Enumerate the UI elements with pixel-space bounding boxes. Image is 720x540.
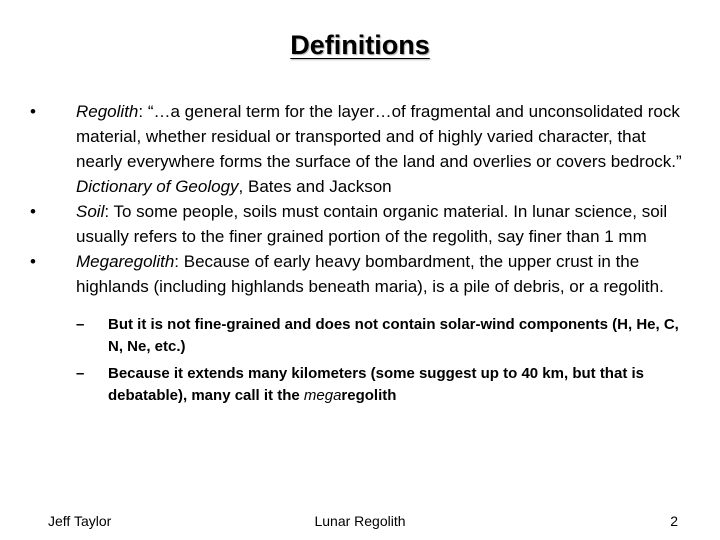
soil-definition: : To some people, soils must contain organic material. In lunar science, soil usually refers to the finer grained portion of the regolith, say finer than 1 mm bbox=[76, 202, 668, 246]
sub-bullet-kilometers bbox=[76, 363, 695, 407]
term-regolith: Regolith bbox=[76, 102, 139, 121]
term-soil: Soil bbox=[76, 202, 105, 221]
source-authors: , Bates and Jackson bbox=[238, 177, 392, 196]
sub-bullet-text-end: regolith bbox=[341, 387, 397, 404]
slide-title: Definitions bbox=[290, 30, 430, 60]
mega-emphasis: mega bbox=[303, 387, 342, 404]
regolith-definition: : “…a general term for the layer…of fragmental and unconsolidated rock material, whether residual or transported and of highly varied character, that nearly everywhere forms the surface of the land and overlies or covers bedrock.” bbox=[76, 102, 682, 171]
sub-bullet-text: Because it extends many kilometers (some suggest up to 40 km, but that is debatable), many call it the bbox=[108, 365, 644, 404]
dash-symbol: – bbox=[76, 316, 85, 333]
dash-symbol: – bbox=[76, 365, 85, 382]
bullet-regolith bbox=[30, 99, 695, 199]
source-title: Dictionary of Geology bbox=[76, 177, 239, 196]
sub-bullet-text: But it is not fine-grained and does not contain solar-wind components (H, He, C, N, Ne, etc.) bbox=[108, 316, 679, 355]
bullet-symbol: • bbox=[30, 202, 36, 221]
sub-bullet-not-fine-grained bbox=[76, 314, 695, 358]
sub-bullet-list bbox=[76, 314, 695, 407]
page-number: 2 bbox=[670, 513, 678, 529]
bullet-symbol: • bbox=[30, 252, 36, 271]
footer-topic: Lunar Regolith bbox=[314, 513, 406, 529]
bullet-symbol: • bbox=[30, 102, 36, 121]
bullet-megaregolith bbox=[30, 249, 695, 407]
footer-author: Jeff Taylor bbox=[48, 513, 112, 529]
term-megaregolith: Megaregolith bbox=[76, 252, 175, 271]
bullet-soil bbox=[30, 199, 695, 249]
megaregolith-definition: : Because of early heavy bombardment, the upper crust in the highlands (including highlands beneath maria), is a pile of debris, or a regolith. bbox=[76, 252, 664, 296]
bullet-list bbox=[30, 99, 695, 407]
